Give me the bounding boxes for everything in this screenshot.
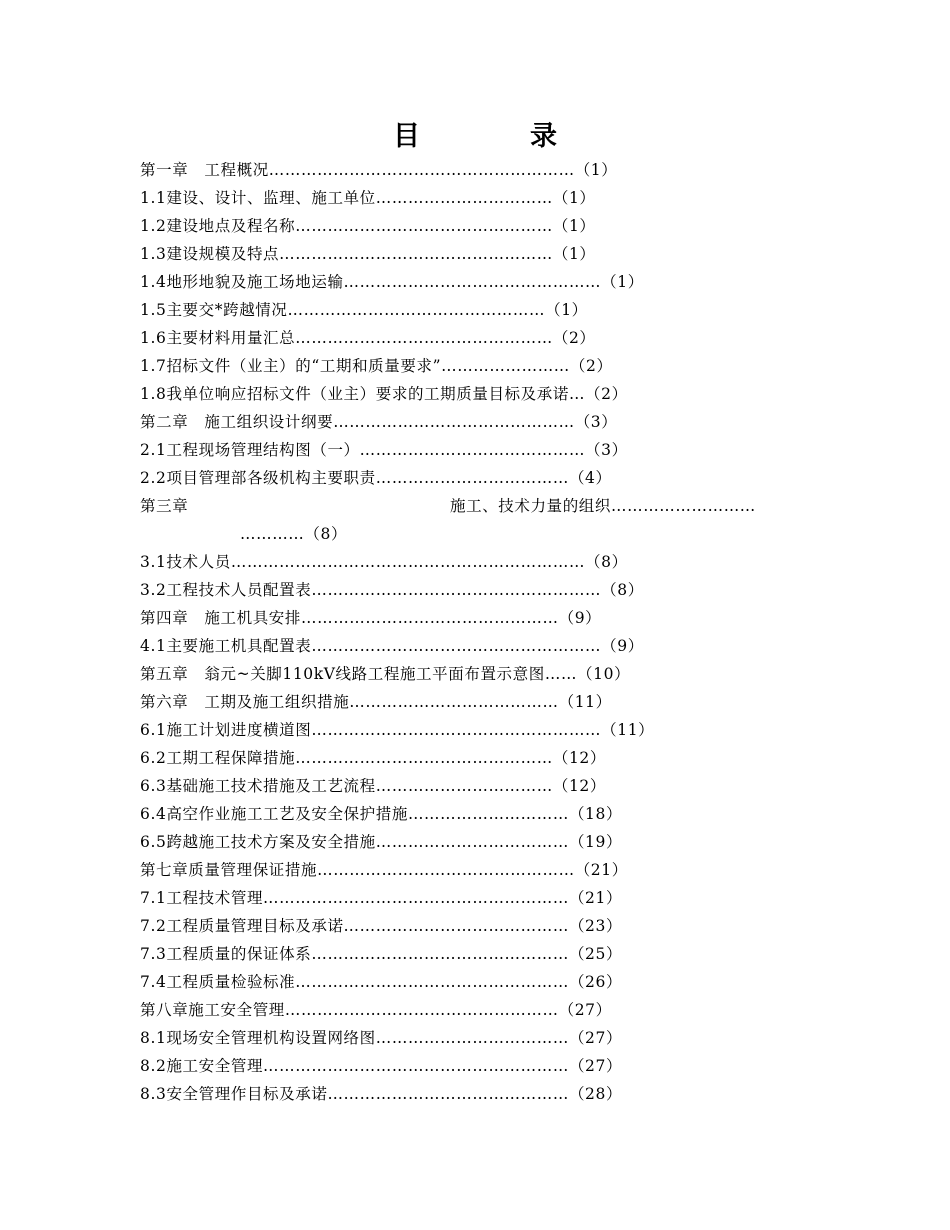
- toc-entry: 3.1技术人员…………………………………………………………（8）: [140, 553, 628, 571]
- toc-entry: 1.2建设地点及程名称…………………………………………（1）: [140, 217, 596, 235]
- toc-entry: 1.6主要材料用量汇总…………………………………………（2）: [140, 329, 596, 347]
- toc-entry: 6.2工期工程保障措施…………………………………………（12）: [140, 749, 606, 767]
- toc-entry: 6.4高空作业施工工艺及安全保护措施…………………………（18）: [140, 805, 623, 823]
- toc-entry: 7.4工程质量检验标准……………………………………………（26）: [140, 973, 623, 991]
- title-char-1: 目: [393, 121, 420, 152]
- title-char-2: 录: [530, 121, 557, 152]
- toc-entry: 1.8我单位响应招标文件（业主）要求的工期质量目标及承诺…（2）: [140, 385, 628, 403]
- toc-entry: 8.2施工安全管理…………………………………………………（27）: [140, 1057, 623, 1075]
- toc-entry: 2.1工程现场管理结构图（一）……………………………………（3）: [140, 441, 628, 459]
- toc-entry: 1.7招标文件（业主）的“工期和质量要求”……………………（2）: [140, 357, 613, 375]
- toc-entry-chapter-3-label: 第三章: [140, 497, 189, 515]
- toc-entry: 第二章 施工组织设计纲要………………………………………（3）: [140, 413, 618, 431]
- toc-entry: 第六章 工期及施工组织措施…………………………………（11）: [140, 693, 612, 711]
- toc-entry: 1.3建设规模及特点……………………………………………（1）: [140, 245, 596, 263]
- toc-entry-chapter-3: [140, 492, 830, 520]
- toc-entry: 8.1现场安全管理机构设置网络图………………………………（27）: [140, 1029, 623, 1047]
- toc-entry: 第八章施工安全管理……………………………………………（27）: [140, 1001, 612, 1019]
- toc-entry: 6.3基础施工技术措施及工艺流程……………………………（12）: [140, 777, 606, 795]
- toc-entry: 7.2工程质量管理目标及承诺……………………………………（23）: [140, 917, 623, 935]
- toc-entry-chapter-3-title: 施工、技术力量的组织………………………: [450, 497, 756, 515]
- page-title: [0, 114, 950, 153]
- toc-entry: 1.1建设、设计、监理、施工单位……………………………（1）: [140, 189, 596, 207]
- toc-entry: 第一章 工程概况…………………………………………………（1）: [140, 161, 618, 179]
- toc-entry: 6.5跨越施工技术方案及安全措施………………………………（19）: [140, 833, 623, 851]
- toc-entry: 7.1工程技术管理…………………………………………………（21）: [140, 889, 623, 907]
- table-of-contents: [140, 156, 830, 1108]
- toc-entry: 第五章 翁元~关脚110kV线路工程施工平面布置示意图……（10）: [140, 665, 631, 683]
- toc-entry: 6.1施工计划进度横道图………………………………………………（11）: [140, 721, 655, 739]
- toc-entry-chapter-3-continuation: …………（8）: [240, 525, 348, 543]
- toc-entry: 7.3工程质量的保证体系…………………………………………（25）: [140, 945, 623, 963]
- toc-entry: 8.3安全管理作目标及承诺………………………………………（28）: [140, 1085, 623, 1103]
- toc-entry: 3.2工程技术人员配置表………………………………………………（8）: [140, 581, 644, 599]
- toc-entry: 4.1主要施工机具配置表………………………………………………（9）: [140, 637, 644, 655]
- toc-entry: 1.4地形地貌及施工场地运输…………………………………………（1）: [140, 273, 644, 291]
- toc-entry: 第七章质量管理保证措施…………………………………………（21）: [140, 861, 628, 879]
- toc-entry: 第四章 施工机具安排…………………………………………（9）: [140, 609, 602, 627]
- toc-entry: 1.5主要交*跨越情况…………………………………………（1）: [140, 301, 588, 319]
- toc-entry: 2.2项目管理部各级机构主要职责………………………………（4）: [140, 469, 612, 487]
